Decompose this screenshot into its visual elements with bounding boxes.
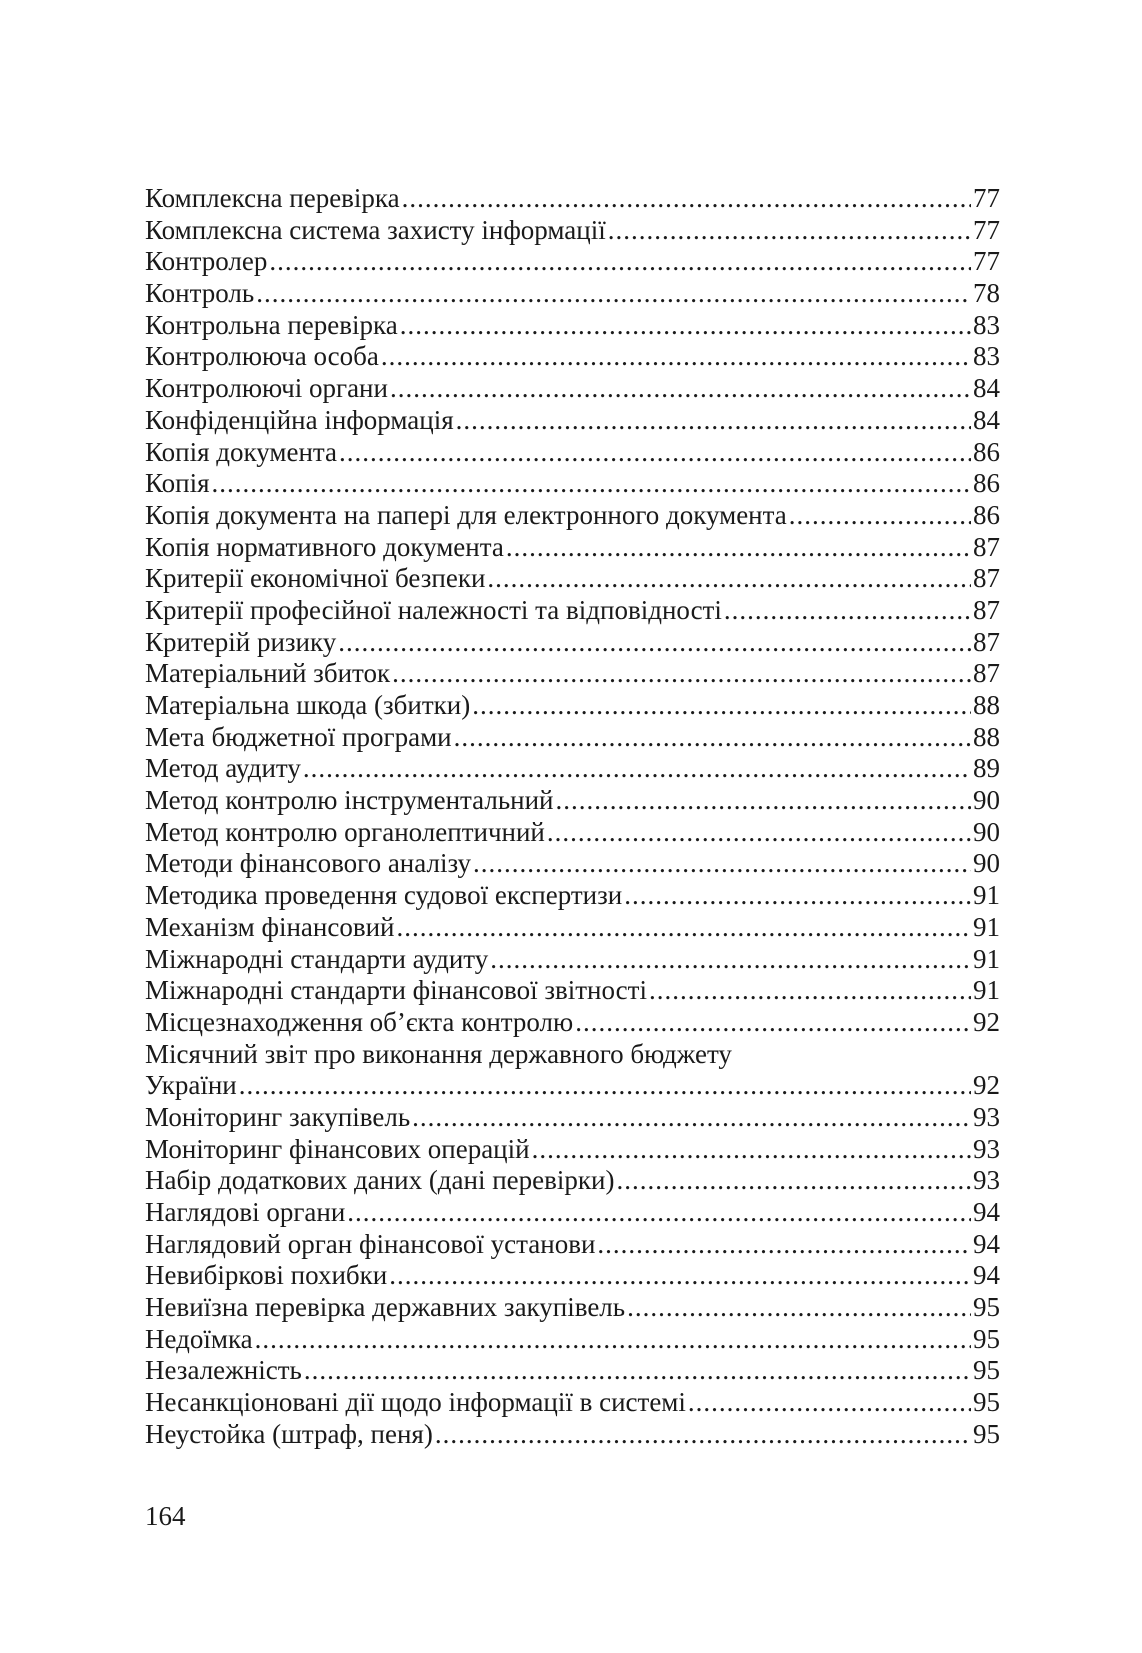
toc-entry-title: Недоїмка [145, 1323, 253, 1354]
dot-leader [724, 595, 971, 627]
toc-entry-page: 83 [973, 309, 1000, 340]
toc-entry [145, 246, 1000, 278]
toc-entry [145, 1324, 1000, 1356]
dot-leader [390, 373, 971, 405]
toc-entry [145, 1260, 1000, 1292]
toc-entry [145, 944, 1000, 976]
toc-entry [145, 817, 1000, 849]
dot-leader [303, 753, 971, 785]
toc-entry-title: Механізм фінансовий [145, 911, 395, 942]
toc-entry-page: 77 [973, 183, 1000, 213]
dot-leader [506, 532, 971, 564]
toc-entry [145, 1292, 1000, 1324]
toc-entry-title: Копія документа [145, 436, 338, 467]
toc-entry-title: Комплексна перевірка [145, 183, 400, 213]
toc-entry [145, 278, 1000, 310]
toc-entry-title: Критерії економічної безпеки [145, 563, 486, 594]
dot-leader [473, 848, 971, 880]
dot-leader [402, 183, 971, 215]
toc-entry-page: 94 [973, 1197, 1000, 1227]
toc-entry [145, 880, 1000, 912]
dot-leader [400, 310, 971, 342]
toc-entry [145, 373, 1000, 405]
toc-entry-title: Критерії професійної належності та відповідності [145, 594, 722, 625]
dot-leader [412, 1102, 971, 1134]
toc-entry-title: Неустойка (штраф, пеня) [145, 1418, 433, 1449]
toc-entry [145, 658, 1000, 690]
toc-entry-page: 87 [973, 626, 1000, 657]
toc-entry-page: 92 [973, 1070, 1000, 1101]
toc-entry-title: Незалежність [145, 1355, 302, 1386]
toc-entry [145, 500, 1000, 532]
toc-entry-page: 91 [973, 880, 1000, 911]
toc-entry-title: Мета бюджетної програми [145, 721, 452, 752]
page-number: 164 [145, 1501, 186, 1531]
dot-leader [472, 690, 971, 722]
toc-entry-page: 95 [973, 1418, 1000, 1449]
toc-entry [145, 341, 1000, 373]
toc-entry-page: 88 [973, 721, 1000, 752]
toc-entry-title: Контролер [145, 246, 268, 277]
toc-entry-title: Комплексна система захисту інформації [145, 214, 606, 245]
toc-entry-page: 94 [973, 1260, 1000, 1291]
toc-entry-title: Копія документа на папері для електронного документа [145, 499, 787, 530]
dot-leader [597, 1229, 971, 1261]
toc-entry-page: 78 [973, 278, 1000, 309]
dot-leader [454, 722, 971, 754]
toc-entry [145, 690, 1000, 722]
toc-entry [145, 1134, 1000, 1166]
dot-leader [338, 627, 971, 659]
toc-entry-page: 90 [973, 848, 1000, 879]
toc-entry-title: Методи фінансового аналізу [145, 848, 472, 879]
dot-leader [381, 341, 971, 373]
toc-entry-title: Моніторинг закупівель [145, 1101, 411, 1132]
toc-entry-title: Моніторинг фінансових операцій [145, 1133, 530, 1164]
toc-entry-title: Міжнародні стандарти аудиту [145, 943, 489, 974]
toc-entry-title: Метод контролю органолептичний [145, 816, 545, 847]
dot-leader [389, 1260, 971, 1292]
toc-entry [145, 1419, 1000, 1451]
toc-entry-title: Наглядові органи [145, 1197, 346, 1227]
dot-leader [556, 785, 971, 817]
toc-entry [145, 848, 1000, 880]
toc-entry [145, 1070, 1000, 1102]
table-of-contents [145, 183, 1000, 1451]
toc-entry-page: 84 [973, 404, 1000, 435]
toc-entry-title: Місячний звіт про виконання державного бюджету [145, 1038, 732, 1069]
toc-entry-page: 91 [973, 911, 1000, 942]
toc-entry [145, 1197, 1000, 1229]
toc-entry [145, 1387, 1000, 1419]
dot-leader [456, 405, 971, 437]
toc-entry-page: 87 [973, 594, 1000, 625]
dot-leader [688, 1387, 971, 1419]
toc-entry-title: Копія нормативного документа [145, 531, 504, 562]
toc-entry-page: 83 [973, 341, 1000, 372]
toc-entry-page: 95 [973, 1323, 1000, 1354]
toc-entry [145, 437, 1000, 469]
dot-leader [392, 658, 971, 690]
toc-entry-page: 87 [973, 658, 1000, 689]
toc-entry-page: 87 [973, 531, 1000, 562]
toc-entry-title: Міжнародні стандарти фінансової звітності [145, 975, 647, 1006]
toc-entry [145, 468, 1000, 500]
toc-entry [145, 722, 1000, 754]
dot-leader [487, 563, 971, 595]
dot-leader [789, 500, 971, 532]
toc-entry [145, 753, 1000, 785]
toc-entry [145, 1007, 1000, 1039]
toc-entry-title: Матеріальна шкода (збитки) [145, 690, 471, 720]
toc-entry-title: Наглядовий орган фінансової установи [145, 1228, 596, 1259]
toc-entry-page: 93 [973, 1133, 1000, 1164]
dot-leader [397, 912, 972, 944]
dot-leader [649, 975, 971, 1007]
toc-entry-title: Методика проведення судової експертизи [145, 880, 623, 911]
toc-entry-title: України [145, 1070, 237, 1101]
dot-leader [255, 1324, 971, 1356]
toc-entry-page: 89 [973, 753, 1000, 784]
dot-leader [347, 1197, 971, 1229]
toc-entry-title: Місцезнаходження об’єкта контролю [145, 1006, 574, 1037]
toc-entry-page: 88 [973, 690, 1000, 720]
toc-entry [145, 405, 1000, 437]
toc-entry [145, 595, 1000, 627]
toc-entry [145, 912, 1000, 944]
toc-entry-title: Матеріальний збиток [145, 658, 391, 689]
dot-leader [616, 1165, 971, 1197]
toc-entry-title: Критерій ризику [145, 626, 337, 657]
toc-entry [145, 310, 1000, 342]
toc-entry-page: 95 [973, 1387, 1000, 1418]
toc-entry-page: 95 [973, 1355, 1000, 1386]
toc-entry [145, 215, 1000, 247]
toc-entry-title: Метод аудиту [145, 753, 301, 784]
toc-entry-page: 92 [973, 1006, 1000, 1037]
dot-leader [547, 817, 971, 849]
toc-entry [145, 1165, 1000, 1197]
dot-leader [627, 1292, 971, 1324]
toc-entry-title: Невиїзна перевірка державних закупівель [145, 1292, 626, 1323]
toc-entry [145, 1102, 1000, 1134]
toc-entry [145, 975, 1000, 1007]
dot-leader [490, 944, 971, 976]
dot-leader [269, 246, 971, 278]
dot-leader [304, 1355, 971, 1387]
dot-leader [212, 468, 971, 500]
toc-entry [145, 785, 1000, 817]
dot-leader [575, 1007, 971, 1039]
dot-leader [239, 1070, 971, 1102]
toc-entry-title: Конфіденційна інформація [145, 404, 454, 435]
toc-entry-page: 77 [973, 214, 1000, 245]
toc-entry-page: 93 [973, 1165, 1000, 1196]
toc-entry-page: 87 [973, 563, 1000, 594]
toc-entry-page: 91 [973, 975, 1000, 1006]
toc-entry-page: 86 [973, 468, 1000, 499]
dot-leader [256, 278, 971, 310]
toc-entry-page: 86 [973, 499, 1000, 530]
toc-entry-title: Метод контролю інструментальний [145, 785, 554, 816]
toc-entry [145, 627, 1000, 659]
toc-entry-title: Набір додаткових даних (дані перевірки) [145, 1165, 615, 1196]
toc-entry-page: 94 [973, 1228, 1000, 1259]
toc-entry-title: Контролюючі органи [145, 373, 388, 404]
dot-leader [608, 215, 971, 247]
toc-entry-page: 90 [973, 816, 1000, 847]
toc-entry-page: 77 [973, 246, 1000, 277]
dot-leader [339, 437, 971, 469]
dot-leader [435, 1419, 971, 1451]
toc-entry-page: 90 [973, 785, 1000, 816]
toc-entry [145, 563, 1000, 595]
dot-leader [624, 880, 971, 912]
toc-entry [145, 1229, 1000, 1261]
toc-entry-title: Копія [145, 468, 210, 499]
toc-entry-page: 93 [973, 1101, 1000, 1132]
toc-entry-page: 95 [973, 1292, 1000, 1323]
toc-entry-page: 84 [973, 373, 1000, 404]
toc-entry-title: Несанкціоновані дії щодо інформації в системі [145, 1387, 686, 1418]
toc-entry [145, 532, 1000, 564]
toc-entry [145, 1355, 1000, 1387]
toc-entry-page: 86 [973, 436, 1000, 467]
toc-entry-title: Контроль [145, 278, 255, 309]
toc-entry [145, 183, 1000, 215]
toc-entry-page: 91 [973, 943, 1000, 974]
toc-entry [145, 1039, 1000, 1071]
dot-leader [532, 1134, 971, 1166]
toc-entry-title: Невибіркові похибки [145, 1260, 388, 1291]
toc-entry-title: Контрольна перевірка [145, 309, 398, 340]
toc-entry-title: Контролююча особа [145, 341, 379, 372]
